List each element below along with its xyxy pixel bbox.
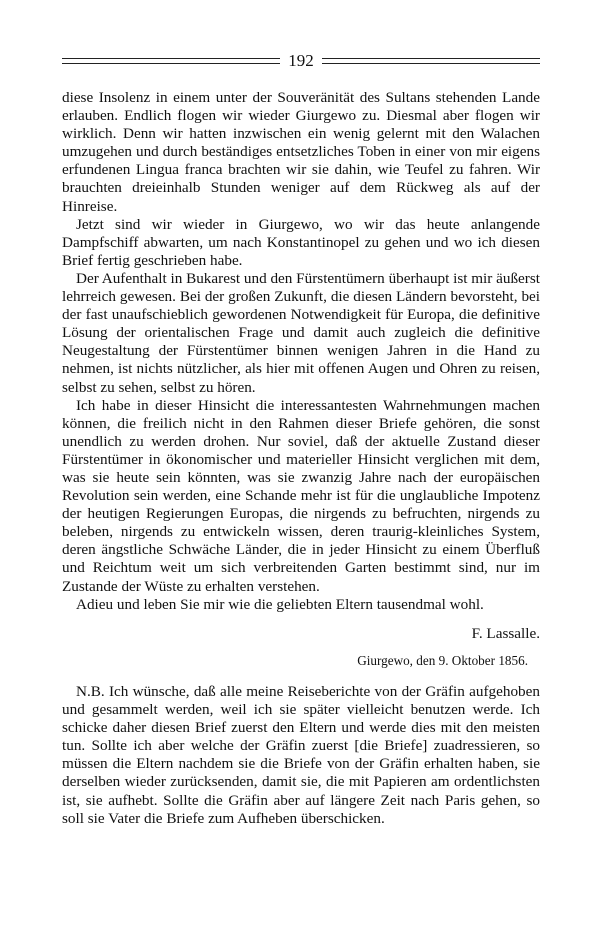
postscript xyxy=(62,683,540,828)
header-rule-right xyxy=(322,58,540,64)
paragraph-closing: Adieu und leben Sie mir wie die geliebten Eltern tausendmal wohl. xyxy=(76,595,484,613)
page-header xyxy=(62,50,540,72)
signature: F. Lassalle. xyxy=(471,625,540,642)
paragraph: Der Aufenthalt in Bukarest und den Fürstentümern überhaupt ist mir äußerst lehrreich gewesen. Bei der großen Zukunft, die diesen Ländern bevorsteht, bei der fast unaufschieblich gewordenen Notwendigkeit für Europa, die definitive Lösung der orientalischen Frage und damit auch zugleich die definitive Neugestaltung der Fürstentümer binnen wenigen Jahren in die Hand zu nehmen, ist nichts nützlicher, als hier mit offenen Augen und Ohren zu reisen, selbst zu sehen, selbst zu hören. xyxy=(62,269,540,396)
dateline: Giurgewo, den 9. Oktober 1856. xyxy=(357,653,528,668)
header-rule-left xyxy=(62,58,280,64)
letter-body xyxy=(62,89,540,614)
paragraph: Ich habe in dieser Hinsicht die interessantesten Wahrnehmungen machen können, die freilich nicht in den Rahmen dieser Briefe gehören, die sonst unendlich zu werden drohen. Nur soviel, daß der aktuelle Zustand dieser Fürstentümer in ökonomischer und materieller Hinsicht verglichen mit dem, was sie heute sein könnten, was sie zwanzig Jahre nach der europäischen Revolution sein werden, eine Schande mehr ist für die unglaubliche Impotenz der heutigen Regierungen Europas, die nirgends zu befruchten, nirgends zu beleben, nirgends zu entwickeln wissen, deren traurig-kleinliches System, deren ängstliche Schwäche Länder, die in jeder Hinsicht zu einem Überfluß und Reichtum weit um sich verbreitenden Garten bestimmt sind, nur im Zustande der Wüste zu erhalten verstehen. xyxy=(62,396,540,595)
paragraph: Jetzt sind wir wieder in Giurgewo, wo wir das heute anlangende Dampfschiff abwarten, um nach Konstantinopel zu gehen und wo ich diesen Brief fertig geschrieben habe. xyxy=(62,215,540,269)
paragraph-continuation: diese Insolenz in einem unter der Souveränität des Sultans stehenden Lande erlauben. Endlich flogen wir wieder Giurgewo zu. Diesmal aber flogen wir wirklich. Denn wir hatten inzwischen ein wenig gelernt mit den Walachen umzugehen und durch beständiges entsetzliches Toben in einer von mir eigens erfundenen Lingua franca brachten wir sie dahin, wie Teufel zu fahren. Wir brauchten dreieinhalb Stunden weniger auf dem Rückweg als auf der Hinreise. xyxy=(62,89,540,215)
page-number: 192 xyxy=(288,51,314,70)
postscript-paragraph: N.B. Ich wünsche, daß alle meine Reiseberichte von der Gräfin aufgehoben und gesammelt werden, weil ich sie später vielleicht benutzen werde. Ich schicke daher diesen Brief zuerst den Eltern und werde dies mit den meisten tun. Sollte ich aber welche der Gräfin zuerst [die Briefe] zuadressieren, so müssen die Eltern nachdem sie die Briefe von der Gräfin erhalten haben, sie derselben wieder zurücksenden, damit sie, die mit Papieren am ordentlichsten ist, sie aufhebt. Sollte die Gräfin aber auf längere Zeit nach Paris gehen, so soll sie Vater die Briefe zum Aufheben überschicken. xyxy=(62,683,540,827)
